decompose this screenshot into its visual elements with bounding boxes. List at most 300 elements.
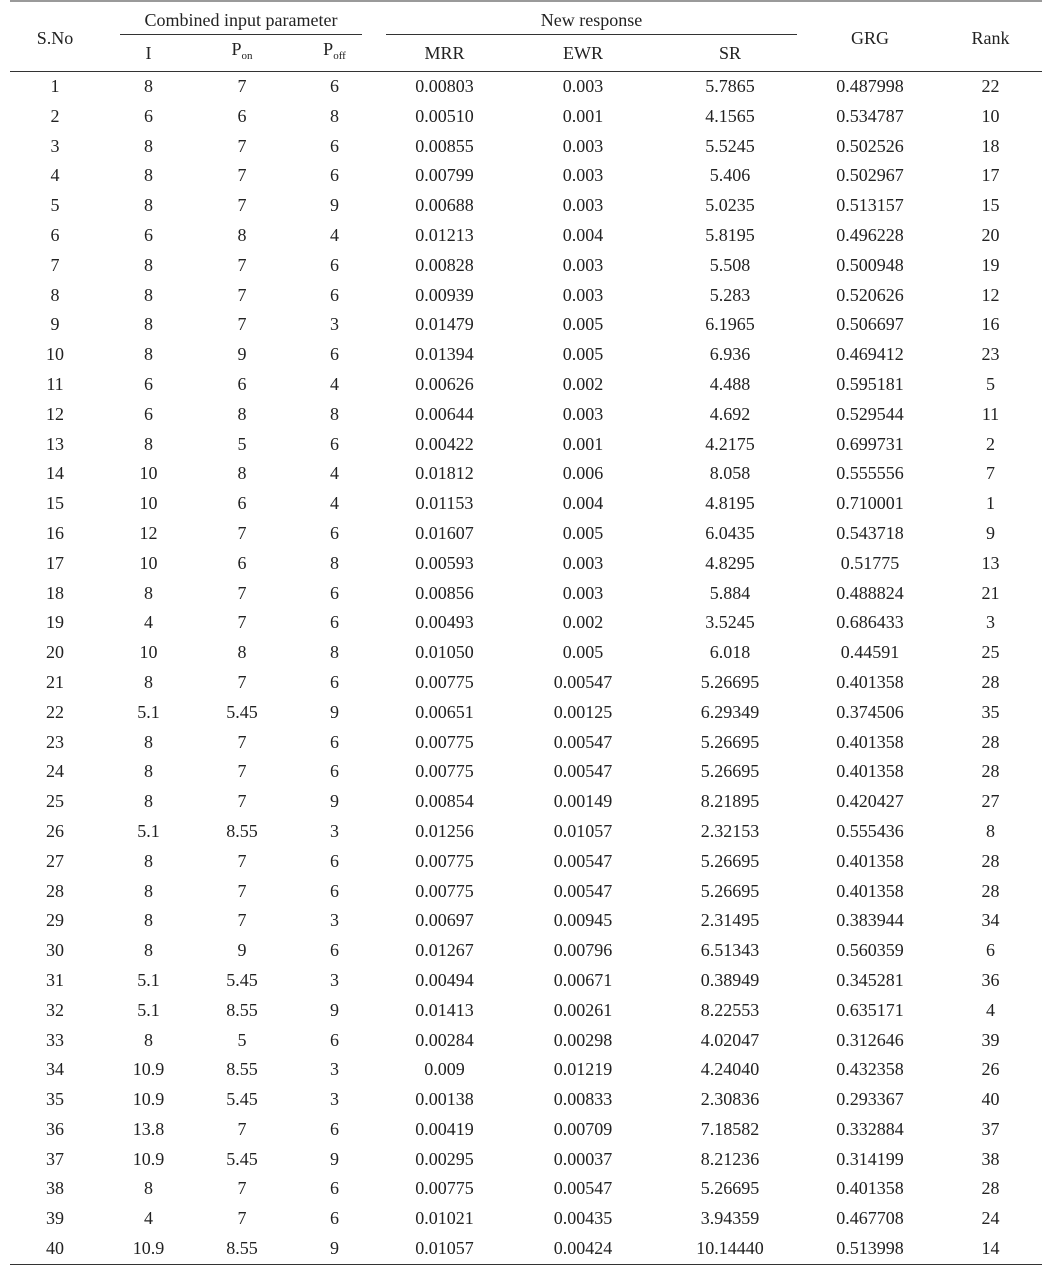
cell-grg: 0.401358	[836, 1178, 904, 1199]
cell-pon: 5.45	[226, 1089, 258, 1110]
cell-ewr: 0.005	[562, 642, 604, 663]
cell-sno: 17	[46, 552, 64, 573]
cell-sno: 35	[46, 1089, 64, 1110]
cell-pon: 7	[237, 761, 247, 782]
cell-rank: 39	[981, 1029, 1000, 1050]
cell-ewr: 0.00261	[553, 999, 613, 1020]
cell-pon: 7	[237, 1118, 247, 1139]
cell-pon: 7	[237, 314, 247, 335]
table-row	[10, 310, 1042, 340]
cell-ewr: 0.00547	[553, 761, 613, 782]
cell-pon: 8	[237, 224, 247, 245]
cell-sno: 37	[46, 1148, 64, 1169]
cell-sno: 30	[46, 940, 64, 961]
cell-poff: 6	[330, 671, 339, 692]
cell-mrr: 0.01021	[415, 1208, 474, 1229]
cell-mrr: 0.00799	[415, 165, 474, 186]
header-grg: GRG	[801, 6, 939, 72]
cell-sr: 5.26695	[700, 880, 760, 901]
cell-grg: 0.595181	[836, 373, 904, 394]
cell-sno: 28	[46, 880, 64, 901]
cell-mrr: 0.01607	[415, 522, 474, 543]
cell-pon: 7	[237, 1208, 247, 1229]
cell-rank: 13	[981, 552, 1000, 573]
table-row	[10, 370, 1042, 400]
cell-grg: 0.420427	[836, 791, 904, 812]
cell-ewr: 0.002	[562, 373, 604, 394]
header-pon	[197, 35, 287, 72]
cell-sno: 8	[50, 284, 60, 305]
cell-sr: 2.30836	[700, 1089, 760, 1110]
cell-ewr: 0.003	[562, 582, 604, 603]
cell-ewr: 0.00547	[553, 850, 613, 871]
cell-sr: 10.14440	[659, 1234, 801, 1264]
cell-pon: 6	[237, 373, 247, 394]
cell-i: 10.9	[100, 1234, 197, 1264]
cell-i: 13.8	[132, 1118, 165, 1139]
cell-mrr: 0.00494	[415, 969, 474, 990]
cell-pon: 6	[237, 552, 247, 573]
cell-rank: 12	[981, 284, 1000, 305]
cell-rank: 40	[981, 1089, 1000, 1110]
cell-sr: 2.32153	[700, 820, 760, 841]
cell-mrr: 0.00138	[415, 1089, 474, 1110]
cell-grg: 0.293367	[836, 1089, 904, 1110]
cell-poff: 6	[330, 135, 339, 156]
cell-mrr: 0.00510	[415, 105, 474, 126]
cell-rank: 28	[981, 761, 1000, 782]
cell-poff: 6	[330, 880, 339, 901]
cell-ewr: 0.003	[562, 552, 604, 573]
cell-i: 4	[144, 1208, 153, 1229]
cell-poff: 6	[330, 1178, 339, 1199]
cell-sr: 5.406	[709, 165, 751, 186]
cell-i: 4	[144, 612, 153, 633]
cell-ewr: 0.00547	[553, 1178, 613, 1199]
cell-grg: 0.312646	[836, 1029, 904, 1050]
cell-sr: 8.21895	[700, 791, 760, 812]
cell-rank: 11	[981, 403, 1000, 424]
cell-sno: 32	[46, 999, 64, 1020]
cell-ewr: 0.003	[562, 403, 604, 424]
table-row	[10, 489, 1042, 519]
table-row	[10, 579, 1042, 609]
cell-mrr: 0.00295	[415, 1148, 474, 1169]
cell-mrr: 0.009	[424, 1059, 465, 1080]
cell-rank: 28	[981, 850, 1000, 871]
cell-poff: 6	[330, 582, 339, 603]
table-row	[10, 400, 1042, 430]
cell-poff: 6	[330, 1208, 339, 1229]
cell-ewr: 0.003	[562, 195, 604, 216]
cell-sr: 5.26695	[700, 850, 760, 871]
cell-pon: 5.45	[226, 1148, 258, 1169]
cell-pon: 7	[237, 284, 247, 305]
header-pon-base: P	[231, 39, 242, 59]
cell-i: 6	[144, 373, 153, 394]
cell-sr: 0.38949	[700, 969, 760, 990]
cell-pon: 7	[237, 135, 247, 156]
cell-pon: 7	[237, 165, 247, 186]
cell-grg: 0.467708	[836, 1208, 904, 1229]
cell-rank: 6	[986, 940, 996, 961]
cell-sr: 3.94359	[700, 1208, 760, 1229]
cell-rank: 5	[986, 373, 996, 394]
cell-sr: 5.26695	[700, 731, 760, 752]
cell-sr: 8.21236	[700, 1148, 760, 1169]
cell-i: 8	[144, 284, 153, 305]
cell-mrr: 0.00775	[415, 671, 474, 692]
table-row	[10, 132, 1042, 162]
cell-poff: 4	[330, 493, 339, 514]
cell-i: 5.1	[137, 969, 160, 990]
cell-pon: 7	[237, 522, 247, 543]
cell-i: 6	[144, 403, 153, 424]
cell-rank: 34	[981, 910, 1000, 931]
cell-mrr: 0.01394	[415, 344, 474, 365]
cell-pon: 7	[237, 612, 247, 633]
cell-i: 5.1	[137, 701, 160, 722]
header-ewr: EWR	[507, 35, 659, 72]
cell-grg: 0.502967	[836, 165, 904, 186]
cell-rank: 18	[981, 135, 1000, 156]
table-row	[10, 847, 1042, 877]
cell-pon: 5.45	[226, 701, 258, 722]
cell-pon: 5	[237, 1029, 247, 1050]
cell-pon: 9	[237, 940, 247, 961]
cell-grg: 0.345281	[836, 969, 904, 990]
results-table	[10, 6, 1042, 1265]
cell-grg: 0.555436	[836, 820, 904, 841]
cell-ewr: 0.005	[562, 344, 604, 365]
cell-sr: 5.283	[709, 284, 751, 305]
cell-sno: 40	[10, 1234, 100, 1264]
cell-grg: 0.401358	[836, 731, 904, 752]
header-new-response: New response	[382, 6, 801, 35]
cell-sno: 31	[46, 969, 64, 990]
cell-poff: 6	[330, 761, 339, 782]
cell-poff: 4	[330, 463, 339, 484]
cell-mrr: 0.00422	[415, 433, 474, 454]
table-body	[10, 72, 1042, 1265]
header-poff-sub: off	[333, 50, 346, 62]
cell-sr: 6.018	[709, 642, 751, 663]
header-mrr: MRR	[382, 35, 507, 72]
cell-sno: 6	[50, 224, 60, 245]
header-sno: S.No	[10, 6, 100, 72]
cell-sno: 38	[46, 1178, 64, 1199]
cell-poff: 3	[330, 1059, 339, 1080]
table-row	[10, 1085, 1042, 1115]
cell-poff: 9	[330, 1148, 339, 1169]
cell-rank: 16	[981, 314, 1000, 335]
cell-sr: 4.692	[709, 403, 751, 424]
cell-i: 12	[139, 522, 158, 543]
cell-ewr: 0.00833	[553, 1089, 613, 1110]
table-row	[10, 698, 1042, 728]
cell-mrr: 0.00626	[415, 373, 474, 394]
cell-sr: 5.26695	[700, 761, 760, 782]
cell-pon: 5	[237, 433, 247, 454]
cell-i: 8	[144, 314, 153, 335]
cell-poff: 9	[330, 999, 339, 1020]
cell-grg: 0.332884	[836, 1118, 904, 1139]
cell-sno: 29	[46, 910, 64, 931]
cell-sno: 1	[50, 76, 60, 96]
cell-ewr: 0.00547	[553, 671, 613, 692]
cell-mrr: 0.00493	[415, 612, 474, 633]
table-row	[10, 72, 1042, 102]
cell-pon: 6	[237, 105, 247, 126]
cell-poff: 6	[330, 1029, 339, 1050]
cell-i: 8	[144, 254, 153, 275]
cell-grg: 0.401358	[836, 880, 904, 901]
cell-ewr: 0.001	[562, 433, 604, 454]
cell-rank: 4	[986, 999, 996, 1020]
cell-sr: 5.0235	[705, 195, 755, 216]
cell-pon: 5.45	[226, 969, 258, 990]
cell-sr: 2.31495	[700, 910, 760, 931]
cell-sno: 25	[46, 791, 64, 812]
cell-ewr: 0.005	[562, 314, 604, 335]
table-row	[10, 1234, 1042, 1264]
table-row	[10, 728, 1042, 758]
cell-grg: 0.469412	[836, 344, 904, 365]
table-row	[10, 102, 1042, 132]
cell-mrr: 0.00828	[415, 254, 474, 275]
cell-rank: 37	[981, 1118, 1000, 1139]
cell-sr: 4.1565	[705, 105, 755, 126]
cell-sno: 13	[46, 433, 64, 454]
cell-poff: 6	[330, 1118, 339, 1139]
cell-grg: 0.51775	[840, 552, 900, 573]
cell-ewr: 0.01219	[553, 1059, 613, 1080]
cell-i: 8	[144, 880, 153, 901]
cell-grg: 0.401358	[836, 761, 904, 782]
cell-mrr: 0.01057	[382, 1234, 507, 1264]
cell-sno: 20	[46, 642, 64, 663]
cell-sno: 21	[46, 671, 64, 692]
cell-mrr: 0.00775	[415, 1178, 474, 1199]
cell-sno: 36	[46, 1118, 64, 1139]
cell-grg: 0.44591	[840, 642, 900, 663]
cell-ewr: 0.00298	[553, 1029, 613, 1050]
cell-pon: 8.55	[197, 1234, 287, 1264]
cell-poff: 6	[330, 165, 339, 186]
cell-rank: 3	[986, 612, 996, 633]
cell-poff: 3	[330, 314, 339, 335]
cell-mrr: 0.00593	[415, 552, 474, 573]
cell-pon: 7	[237, 76, 247, 96]
table-row	[10, 430, 1042, 460]
table-row	[10, 936, 1042, 966]
cell-grg: 0.506697	[836, 314, 904, 335]
cell-i: 8	[144, 761, 153, 782]
cell-i: 8	[144, 433, 153, 454]
cell-ewr: 0.00547	[553, 880, 613, 901]
cell-mrr: 0.00284	[415, 1029, 474, 1050]
header-pon-sub: on	[241, 50, 253, 62]
table-row	[10, 668, 1042, 698]
cell-ewr: 0.003	[562, 165, 604, 186]
cell-poff: 8	[330, 105, 339, 126]
cell-grg: 0.496228	[836, 224, 904, 245]
cell-poff: 8	[330, 642, 339, 663]
header-poff	[287, 35, 382, 72]
cell-ewr: 0.004	[562, 493, 604, 514]
cell-sr: 6.936	[709, 344, 751, 365]
cell-sr: 4.8295	[705, 552, 755, 573]
cell-i: 5.1	[137, 999, 160, 1020]
cell-pon: 7	[237, 850, 247, 871]
table-row	[10, 549, 1042, 579]
cell-sno: 9	[50, 314, 60, 335]
cell-ewr: 0.00709	[553, 1118, 613, 1139]
cell-ewr: 0.002	[562, 612, 604, 633]
table-row	[10, 519, 1042, 549]
cell-sr: 4.488	[709, 373, 751, 394]
table-row	[10, 251, 1042, 281]
cell-sno: 3	[50, 135, 60, 156]
cell-ewr: 0.00424	[507, 1234, 659, 1264]
table-row	[10, 1174, 1042, 1204]
table-row	[10, 340, 1042, 370]
cell-rank: 1	[986, 493, 996, 514]
cell-rank: 25	[981, 642, 1000, 663]
cell-rank: 28	[981, 880, 1000, 901]
cell-ewr: 0.00037	[553, 1148, 613, 1169]
cell-poff: 6	[330, 254, 339, 275]
cell-grg: 0.502526	[836, 135, 904, 156]
cell-poff: 6	[330, 433, 339, 454]
cell-pon: 8	[237, 403, 247, 424]
header-combined-input: Combined input parameter	[100, 6, 382, 35]
header-sr: SR	[659, 35, 801, 72]
cell-i: 6	[144, 105, 153, 126]
cell-pon: 8.55	[226, 820, 258, 841]
cell-i: 10.9	[132, 1059, 165, 1080]
cell-grg: 0.534787	[836, 105, 904, 126]
cell-poff: 4	[330, 224, 339, 245]
cell-mrr: 0.00775	[415, 880, 474, 901]
cell-poff: 6	[330, 284, 339, 305]
cell-poff: 9	[330, 701, 339, 722]
cell-pon: 7	[237, 195, 247, 216]
cell-grg: 0.500948	[836, 254, 904, 275]
cell-mrr: 0.00644	[415, 403, 474, 424]
cell-sr: 5.508	[709, 254, 751, 275]
cell-rank: 10	[981, 105, 1000, 126]
cell-poff: 3	[330, 820, 339, 841]
cell-mrr: 0.00775	[415, 761, 474, 782]
cell-ewr: 0.004	[562, 224, 604, 245]
table-row	[10, 906, 1042, 936]
table-row	[10, 1115, 1042, 1145]
cell-mrr: 0.01812	[415, 463, 474, 484]
cell-poff: 4	[330, 373, 339, 394]
cell-sno: 2	[50, 105, 60, 126]
cell-grg: 0.710001	[836, 493, 904, 514]
cell-sr: 4.24040	[700, 1059, 760, 1080]
cell-i: 8	[144, 940, 153, 961]
cell-sno: 27	[46, 850, 64, 871]
cell-sno: 4	[50, 165, 60, 186]
cell-mrr: 0.00419	[415, 1118, 474, 1139]
cell-mrr: 0.00855	[415, 135, 474, 156]
cell-mrr: 0.00854	[415, 791, 474, 812]
cell-sr: 8.22553	[700, 999, 760, 1020]
table-row	[10, 459, 1042, 489]
cell-ewr: 0.00125	[553, 701, 613, 722]
table-row	[10, 996, 1042, 1026]
cell-sr: 7.18582	[700, 1118, 760, 1139]
top-rule	[10, 0, 1042, 2]
table-row	[10, 757, 1042, 787]
cell-sr: 3.5245	[705, 612, 755, 633]
cell-rank: 19	[981, 254, 1000, 275]
cell-mrr: 0.00803	[415, 76, 474, 96]
cell-mrr: 0.01256	[415, 820, 474, 841]
cell-ewr: 0.003	[562, 76, 604, 96]
cell-mrr: 0.01267	[415, 940, 474, 961]
cell-i: 8	[144, 195, 153, 216]
cell-poff: 9	[330, 791, 339, 812]
cell-rank: 17	[981, 165, 1000, 186]
cell-i: 10	[139, 552, 158, 573]
cell-mrr: 0.00939	[415, 284, 474, 305]
cell-pon: 8.55	[226, 1059, 258, 1080]
cell-grg: 0.686433	[836, 612, 904, 633]
cell-pon: 7	[237, 791, 247, 812]
cell-rank: 24	[981, 1208, 1000, 1229]
cell-sno: 5	[50, 195, 60, 216]
cell-poff: 6	[330, 76, 339, 96]
cell-mrr: 0.00775	[415, 731, 474, 752]
cell-sr: 8.058	[709, 463, 751, 484]
cell-rank: 23	[981, 344, 1000, 365]
cell-poff: 9	[330, 195, 339, 216]
cell-rank: 28	[981, 671, 1000, 692]
cell-sno: 19	[46, 612, 64, 633]
cell-ewr: 0.00435	[553, 1208, 613, 1229]
cell-sno: 7	[50, 254, 60, 275]
cell-ewr: 0.003	[562, 284, 604, 305]
table-row	[10, 281, 1042, 311]
table-row	[10, 1026, 1042, 1056]
cell-i: 6	[144, 224, 153, 245]
cell-rank: 28	[981, 731, 1000, 752]
cell-grg: 0.374506	[836, 701, 904, 722]
cell-grg: 0.699731	[836, 433, 904, 454]
table-row	[10, 787, 1042, 817]
cell-i: 8	[144, 791, 153, 812]
cell-i: 8	[144, 731, 153, 752]
cell-sno: 18	[46, 582, 64, 603]
cell-poff: 3	[330, 1089, 339, 1110]
cell-pon: 8.55	[226, 999, 258, 1020]
cell-rank: 27	[981, 791, 1000, 812]
cell-grg: 0.513157	[836, 195, 904, 216]
cell-ewr: 0.00796	[553, 940, 613, 961]
cell-poff: 8	[330, 552, 339, 573]
cell-ewr: 0.00945	[553, 910, 613, 931]
table-row	[10, 191, 1042, 221]
cell-pon: 7	[237, 254, 247, 275]
cell-poff: 6	[330, 940, 339, 961]
cell-grg: 0.529544	[836, 403, 904, 424]
cell-sr: 4.2175	[705, 433, 755, 454]
table-row	[10, 1145, 1042, 1175]
